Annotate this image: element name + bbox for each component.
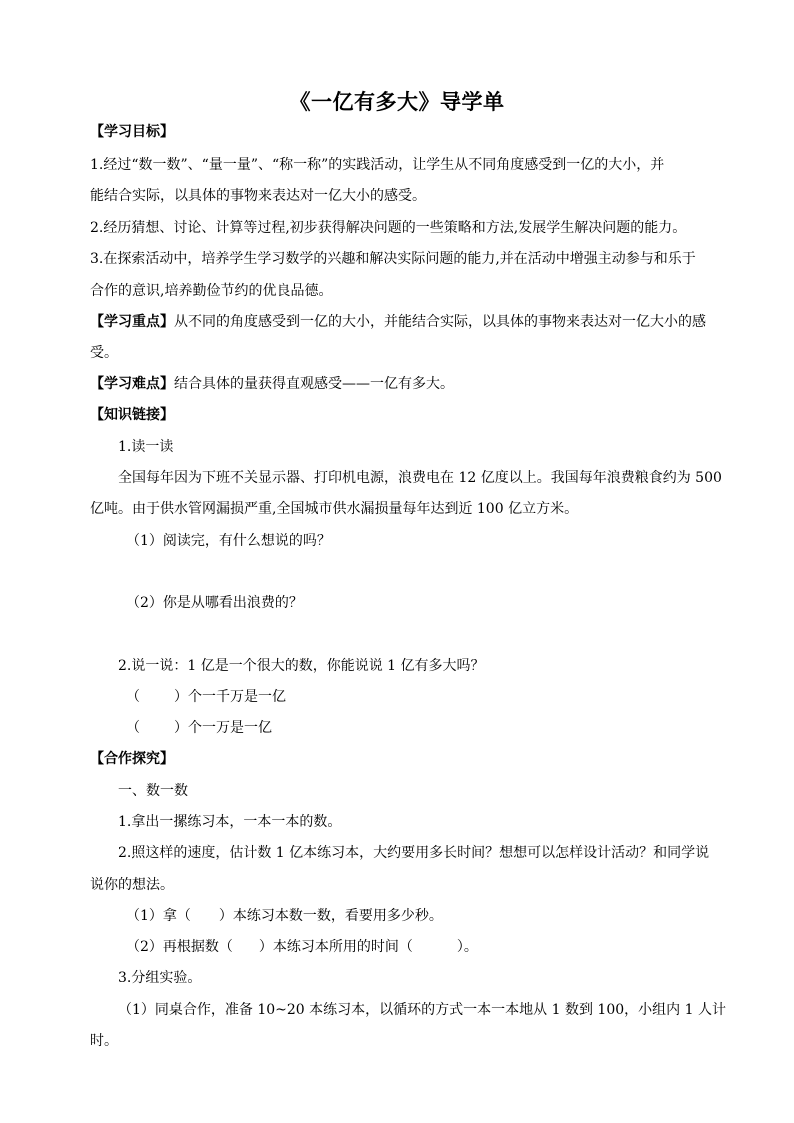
explore-step-2-b: 说你的想法。 bbox=[90, 877, 174, 893]
explore-step-3: 3.分组实验。 bbox=[118, 970, 202, 986]
page-title: 《一亿有多大》导学单 bbox=[289, 89, 505, 114]
explore-step-2-a: 2.照这样的速度，估计数 1 亿本练习本，大约要用多长时间？想想可以怎样设计活动？和同学说 bbox=[118, 845, 710, 861]
explore-exp-1-a: （1）同桌合作，准备 10~20 本练习本，以循环的方式一本一本地从 1 数到 100，小组内 1 人计 bbox=[118, 1002, 726, 1018]
part-1-text-b: ）本练习本数一数，看要用多少秒。 bbox=[218, 908, 443, 924]
fill-blank-1 bbox=[126, 687, 746, 707]
key-point-line-b: 受。 bbox=[90, 345, 118, 361]
goals-header: 【学习目标】 bbox=[90, 124, 174, 140]
read-question-2: （2）你是从哪看出浪费的？ bbox=[126, 595, 303, 611]
explore-step-1: 1.拿出一摞练习本，一本一本的数。 bbox=[118, 814, 342, 830]
explore-header: 【合作探究】 bbox=[90, 751, 174, 767]
read-title: 1.读一读 bbox=[118, 439, 174, 455]
goal-3-line-b: 合作的意识,培养勤俭节约的优良品德。 bbox=[90, 283, 333, 299]
goal-2-line: 2.经历猜想、讨论、计算等过程,初步获得解决问题的一些策略和方法,发展学生解决问题的能力。 bbox=[90, 220, 687, 236]
fill-1-open-paren: （ bbox=[126, 689, 140, 705]
read-question-1: （1）阅读完，有什么想说的吗？ bbox=[126, 533, 331, 549]
explore-exp-1-b: 时。 bbox=[90, 1033, 118, 1049]
fill-2-open-paren: （ bbox=[126, 720, 140, 736]
key-point-text-a: 从不同的角度感受到一亿的大小，并能结合实际，以具体的事物来表达对一亿大小的感 bbox=[174, 314, 706, 330]
part-2-text-a: （2）再根据数（ bbox=[126, 939, 233, 955]
goals-section-line bbox=[90, 122, 710, 142]
links-section-line bbox=[90, 405, 710, 425]
difficulty-line bbox=[90, 374, 710, 394]
goal-1-line-b: 能结合实际，以具体的事物来表达对一亿大小的感受。 bbox=[90, 188, 426, 204]
key-point-line-a bbox=[90, 312, 710, 332]
goal-3-line-a: 3.在探索活动中，培养学生学习数学的兴趣和解决实际问题的能力,并在活动中增强主动参与和乐于 bbox=[90, 251, 696, 267]
explore-part-1 bbox=[126, 906, 746, 926]
explore-sec-1: 一、数一数 bbox=[118, 783, 188, 799]
part-2-text-b: ）本练习本所用的时间（ bbox=[258, 939, 413, 955]
read-paragraph-a: 全国每年因为下班不关显示器、打印机电源，浪费电在 12 亿度以上。我国每年浪费粮食约为 500 bbox=[118, 470, 722, 486]
goal-1-line-a: 1.经过“数一数”、“量一量”、“称一称”的实践活动，让学生从不同角度感受到一亿的大小，并 bbox=[90, 157, 665, 173]
say-title: 2.说一说：1 亿是一个很大的数，你能说说 1 亿有多大吗？ bbox=[118, 658, 485, 674]
fill-1-text: ）个一千万是一亿 bbox=[174, 689, 286, 705]
read-paragraph-b: 亿吨。由于供水管网漏损严重,全国城市供水漏损量每年达到近 100 亿立方米。 bbox=[90, 501, 579, 517]
links-header: 【知识链接】 bbox=[90, 407, 174, 423]
difficulty-header: 【学习难点】 bbox=[90, 376, 174, 392]
part-1-text-a: （1）拿（ bbox=[126, 908, 191, 924]
difficulty-text: 结合具体的量获得直观感受——一亿有多大。 bbox=[174, 376, 454, 392]
fill-2-text: ）个一万是一亿 bbox=[174, 720, 272, 736]
explore-section-line bbox=[90, 749, 710, 769]
part-2-text-c: ）。 bbox=[456, 939, 478, 955]
key-point-header: 【学习重点】 bbox=[90, 314, 174, 330]
explore-part-2 bbox=[126, 937, 746, 957]
fill-blank-2 bbox=[126, 718, 746, 738]
